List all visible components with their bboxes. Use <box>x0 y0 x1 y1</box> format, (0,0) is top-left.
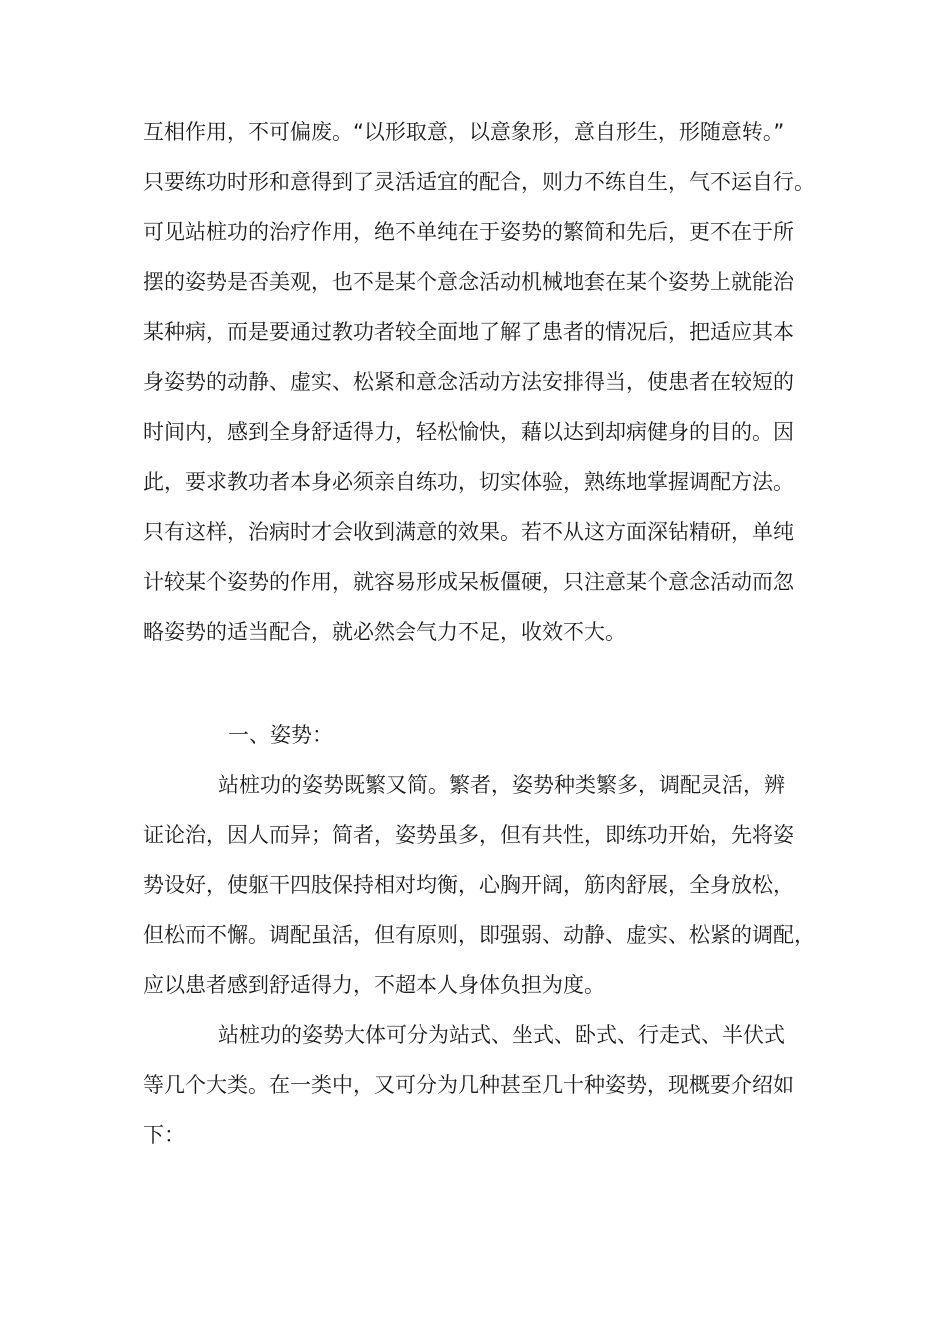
paragraph-1-line: 只有这样，治病时才会收到满意的效果。若不从这方面深钻精研，单纯 <box>143 520 794 544</box>
paragraph-1-line: 时间内，感到全身舒适得力，轻松愉快，藉以达到却病健身的目的。因 <box>143 420 794 444</box>
paragraph-2-line: 势设好，使躯干四肢保持相对均衡，心胸开阔，筋肉舒展，全身放松， <box>143 873 794 897</box>
paragraph-2-line: 证论治，因人而异；简者，姿势虽多，但有共性，即练功开始，先将姿 <box>143 823 794 847</box>
paragraph-2-line: 应以患者感到舒适得力，不超本人身体负担为度。 <box>143 973 605 997</box>
paragraph-1-line: 可见站桩功的治疗作用，绝不单纯在于姿势的繁简和先后，更不在于所 <box>143 220 794 244</box>
paragraph-1-line: 计较某个姿势的作用，就容易形成呆板僵硬，只注意某个意念活动而忽 <box>143 570 794 594</box>
paragraph-1-line: 摆的姿势是否美观，也不是某个意念活动机械地套在某个姿势上就能治 <box>143 270 794 294</box>
paragraph-3-line: 站桩功的姿势大体可分为站式、坐式、卧式、行走式、半伏式 <box>218 1023 785 1047</box>
paragraph-2-line: 但松而不懈。调配虽活，但有原则，即强弱、动静、虚实、松紧的调配， <box>143 923 815 947</box>
paragraph-1-line: 略姿势的适当配合，就必然会气力不足，收效不大。 <box>143 620 626 644</box>
paragraph-1-line: 此，要求教功者本身必须亲自练功，切实体验，熟练地掌握调配方法。 <box>143 470 794 494</box>
paragraph-2-line: 站桩功的姿势既繁又简。繁者，姿势种类繁多，调配灵活，辨 <box>218 773 785 797</box>
paragraph-3-line: 下： <box>143 1123 185 1147</box>
paragraph-1-line: 只要练功时形和意得到了灵活适宜的配合，则力不练自生，气不运自行。 <box>143 170 815 194</box>
paragraph-1-line: 互相作用，不可偏废。“以形取意，以意象形，意自形生，形随意转。” <box>143 120 785 144</box>
section-heading: 一、姿势： <box>228 723 333 747</box>
paragraph-1-line: 某种病，而是要通过教功者较全面地了解了患者的情况后，把适应其本 <box>143 320 794 344</box>
paragraph-1-line: 身姿势的动静、虚实、松紧和意念活动方法安排得当，使患者在较短的 <box>143 370 794 394</box>
paragraph-3-line: 等几个大类。在一类中，又可分为几种甚至几十种姿势，现概要介绍如 <box>143 1073 794 1097</box>
